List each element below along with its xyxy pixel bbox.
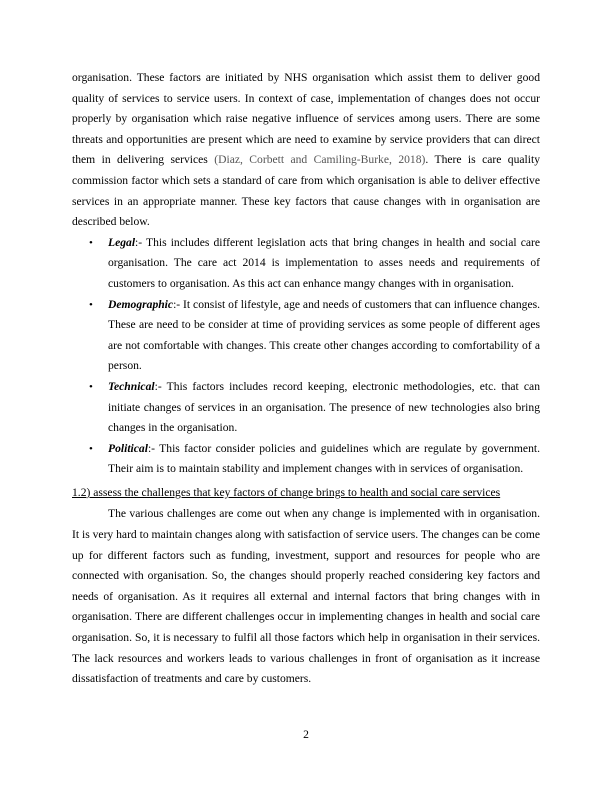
bullet-icon: • [89, 236, 93, 249]
section-body-paragraph: The various challenges are come out when any change is implemented with in organisation. It is very hard to maintain changes along with satisfaction of service users. The changes can be come up for different factors such as funding, investment, support and resources for people who are connected with organisation. So, the changes should properly reached considering key factors and needs of organisation. As it requires all external and internal factors that bring changes with in organisation. There are different challenges occur in implementing changes in health and social care organisation. So, it is necessary to fulfil all those factors which help in organisation in their services. The lack resources and workers leads to various challenges in front of organisation as it increase dissatisfaction of treatments and care by customers. [72, 507, 540, 686]
intro-text-before: organisation. These factors are initiated by NHS organisation which assist them to deliver good quality of services to service users. In context of case, implementation of changes does not occur properly by organisation which raise negative influence of services among users. There are some threats and opportunities are present which are need to examine by service providers that can direct them in delivering services [72, 71, 540, 167]
factor-text: :- It consist of lifestyle, age and needs of customers that can influence changes. These are need to be consider at time of providing services as some people of different ages are not comfortable with changes. This create other changes according to comfortability of a person. [108, 297, 540, 373]
factor-term: Political [108, 441, 148, 455]
bullet-icon: • [89, 442, 93, 455]
factor-term: Legal [108, 235, 136, 249]
factor-text: :- This factors includes record keeping, electronic methodologies, etc. that can initiate changes of services in an organisation. The presence of new technologies also bring changes in the organisation. [108, 379, 540, 435]
bullet-icon: • [89, 380, 93, 393]
page-number: 2 [303, 728, 309, 741]
intro-text-after: . There is care quality commission factor which sets a standard of care from which organisation is able to deliver effective services in an appropriate manner. These key factors that cause changes with in organisation are described below. [72, 153, 541, 229]
bullet-icon: • [89, 298, 93, 311]
factor-text: :- This factor consider policies and guidelines which are regulate by government. Their aim is to maintain stability and implement changes with in services of organisation. [108, 441, 540, 476]
section-heading: 1.2) assess the challenges that key factors of change brings to health and social care services [72, 485, 501, 499]
citation: (Diaz, Corbett and Camiling-Burke, 2018) [214, 153, 426, 167]
page-content [72, 68, 540, 690]
intro-paragraph [72, 68, 540, 233]
list-item-legal [89, 233, 540, 295]
factors-list [72, 233, 540, 480]
factor-text: :- This includes different legislation acts that bring changes in health and social care organisation. The care act 2014 is implementation to asses needs and requirements of customers to organisation. As this act can enhance mangy changes with in organisation. [108, 235, 540, 290]
list-item-demographic [89, 295, 540, 377]
factor-term: Demographic [108, 297, 174, 311]
factor-term: Technical [108, 379, 155, 393]
list-item-technical [89, 377, 540, 439]
list-item-political [89, 439, 540, 480]
